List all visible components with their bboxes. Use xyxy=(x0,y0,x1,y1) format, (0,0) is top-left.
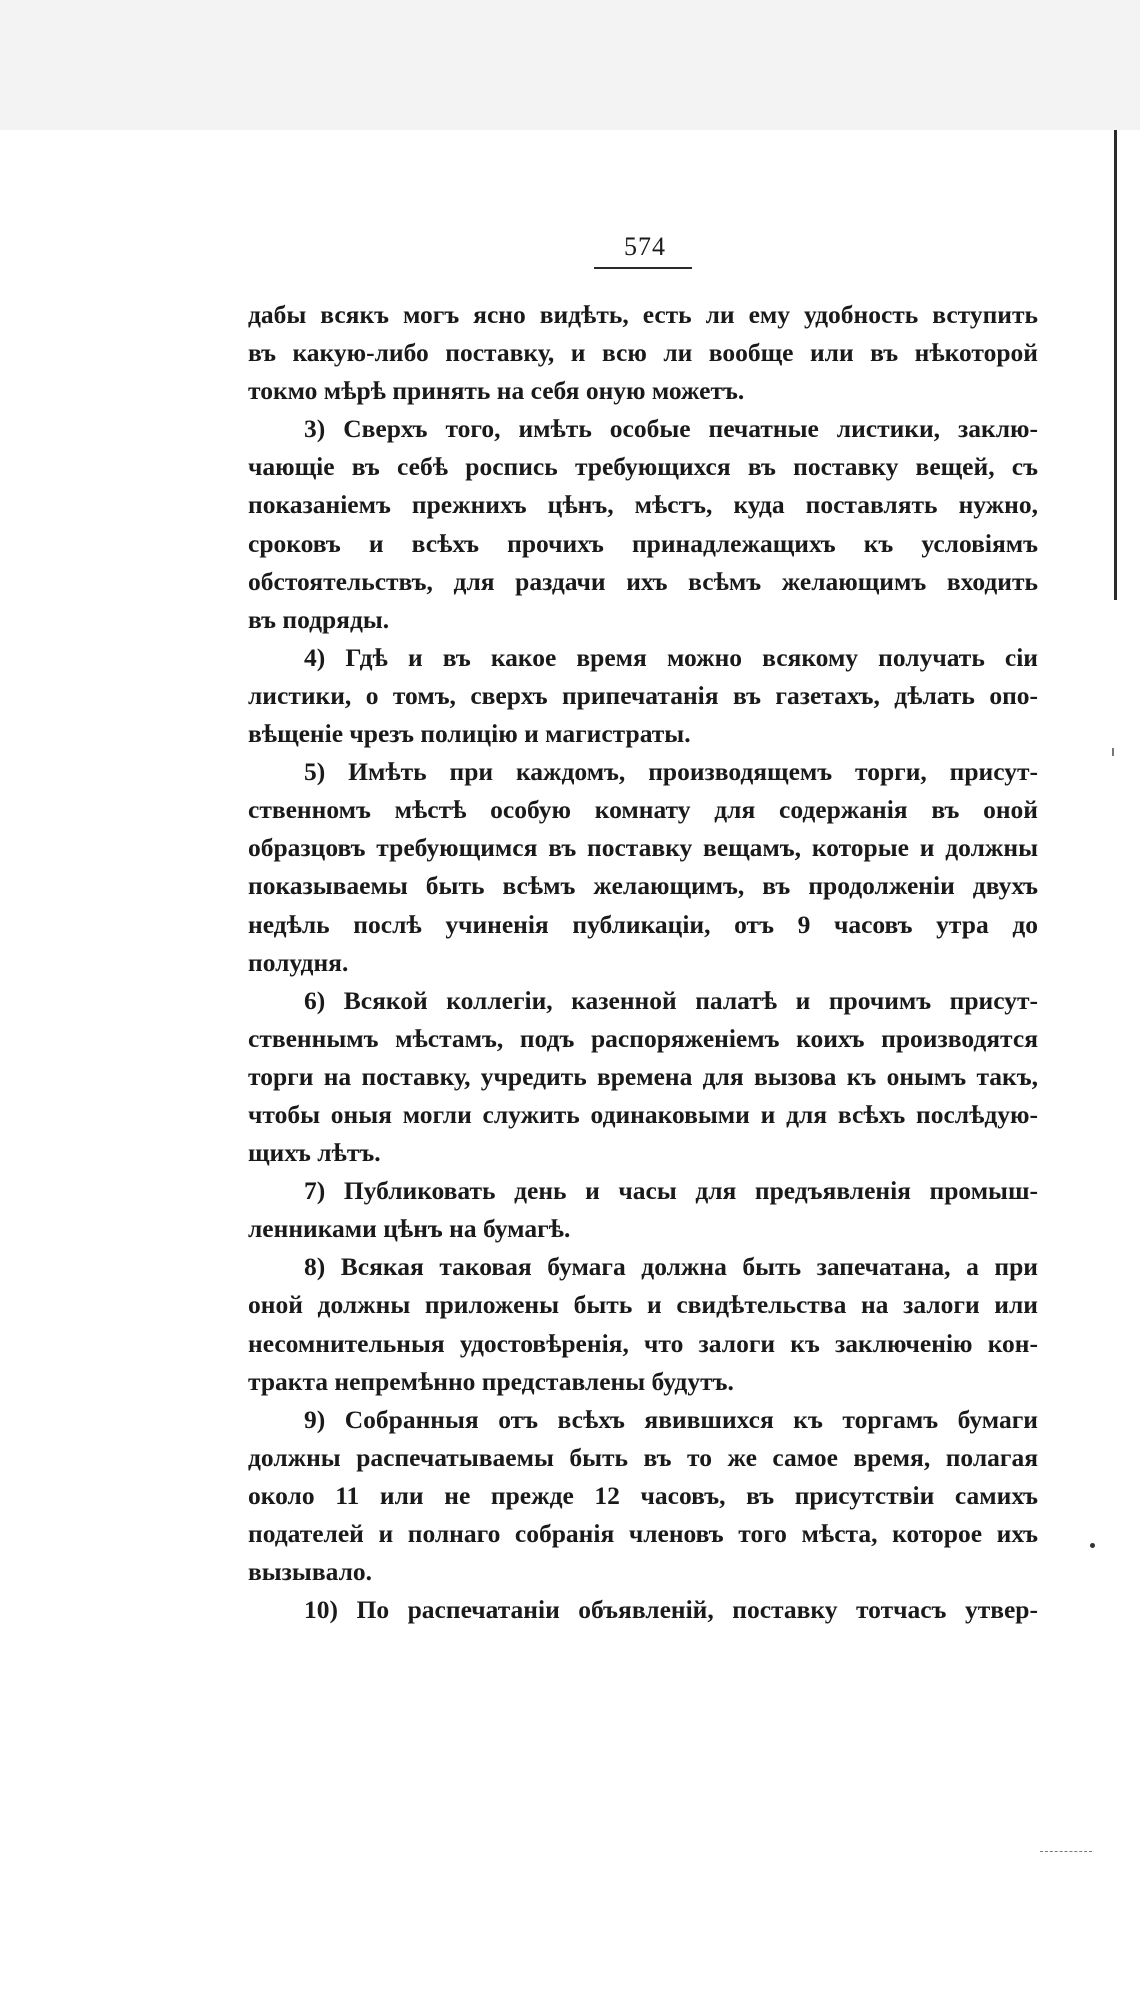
paragraph-start-line: 9) Собранныя отъ всѣхъ явившихся къ торгамъ бумаги xyxy=(304,1404,1038,1434)
scan-edge-line xyxy=(1114,130,1117,600)
text-line: недѣль послѣ учиненія публикаціи, отъ 9 часовъ утра до xyxy=(248,909,1038,939)
text-line: показаніемъ прежнихъ цѣнъ, мѣстъ, куда поставлять нужно, xyxy=(248,490,1038,520)
text-line: сроковъ и всѣхъ прочихъ принадлежащихъ къ условіямъ xyxy=(248,528,1038,558)
text-line: показываемы быть всѣмъ желающимъ, въ продолженіи двухъ xyxy=(248,871,1038,901)
text-line: тракта непремѣнно представлены будутъ. xyxy=(248,1366,734,1396)
text-line: ственномъ мѣстѣ особую комнату для содержанія въ оной xyxy=(248,795,1038,825)
scan-background-band xyxy=(0,0,1140,130)
paragraph-start-line: 6) Всякой коллегіи, казенной палатѣ и прочимъ присут- xyxy=(304,985,1038,1015)
text-line: образцовъ требующимся въ поставку вещамъ, которые и должны xyxy=(248,833,1038,863)
paragraph-start-line: 7) Публиковать день и часы для предъявленія промыш- xyxy=(304,1176,1038,1206)
scan-edge-dash xyxy=(1040,1851,1092,1853)
text-line: оной должны приложены быть и свидѣтельства на залоги или xyxy=(248,1290,1038,1320)
text-line: вызывало. xyxy=(248,1557,373,1587)
text-line: щихъ лѣтъ. xyxy=(248,1138,381,1168)
paragraph-start-line: 5) Имѣть при каждомъ, производящемъ торги, присут- xyxy=(304,757,1038,787)
text-line: вѣщеніе чрезъ полицію и магистраты. xyxy=(248,719,691,749)
paragraph-start-line: 10) По распечатаніи объявленій, поставку тотчасъ утвер- xyxy=(304,1595,1038,1625)
text-line: должны распечатываемы быть въ то же самое время, полагая xyxy=(248,1442,1038,1472)
paragraph-start-line: 4) Гдѣ и въ какое время можно всякому получать сіи xyxy=(304,642,1038,672)
text-line: въ подряды. xyxy=(248,604,390,634)
text-line: листики, о томъ, сверхъ припечатанія въ газетахъ, дѣлать опо- xyxy=(248,680,1038,710)
text-line: обстоятельствъ, для раздачи ихъ всѣмъ желающимъ входить xyxy=(248,566,1038,596)
text-line: чающіе въ себѣ роспись требующихся въ поставку вещей, съ xyxy=(248,452,1038,482)
text-line: дабы всякъ могъ ясно видѣть, есть ли ему удобность вступить xyxy=(248,300,1038,329)
text-line: около 11 или не прежде 12 часовъ, въ присутствіи самихъ xyxy=(248,1480,1038,1510)
text-line: торги на поставку, учредить времена для вызова къ онымъ такъ, xyxy=(248,1061,1038,1091)
text-line: токмо мѣрѣ принять на себя оную можетъ. xyxy=(248,376,745,406)
body-text xyxy=(248,296,1038,1629)
text-line: чтобы оныя могли служить одинаковыми и для всѣхъ послѣдую- xyxy=(248,1099,1038,1129)
paragraph-start-line: 8) Всякая таковая бумага должна быть запечатана, а при xyxy=(304,1252,1038,1282)
text-line: ленниками цѣнъ на бумагѣ. xyxy=(248,1214,571,1244)
text-line: въ какую-либо поставку, и всю ли вообще или въ нѣкоторой xyxy=(248,338,1038,368)
scan-speck xyxy=(1090,1543,1095,1548)
text-line: ственнымъ мѣстамъ, подъ распоряженіемъ коихъ производятся xyxy=(248,1023,1038,1053)
page-number: 574 xyxy=(624,232,666,261)
text-line: несомнительныя удостовѣренія, что залоги къ заключенію кон- xyxy=(248,1328,1038,1358)
page-number-rule xyxy=(594,267,692,269)
scan-edge-tick xyxy=(1112,748,1114,756)
paragraph-start-line: 3) Сверхъ того, имѣть особые печатные листики, заклю- xyxy=(304,414,1038,444)
text-line: полудня. xyxy=(248,947,349,977)
text-line: подателей и полнаго собранія членовъ того мѣста, которое ихъ xyxy=(248,1519,1038,1548)
